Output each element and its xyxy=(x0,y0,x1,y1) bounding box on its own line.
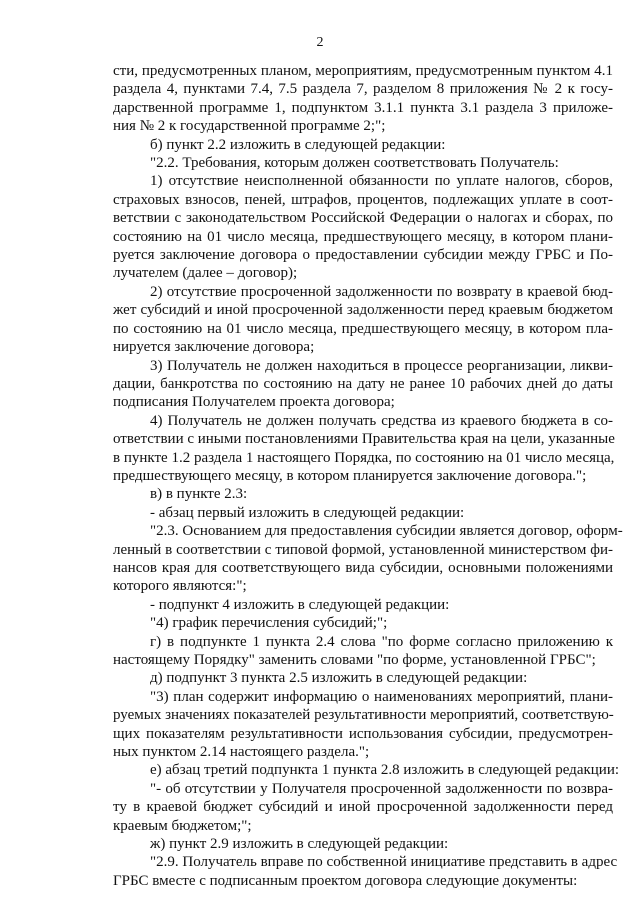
text-line: дации, банкротства по состоянию на дату не ранее 10 рабочих дней до даты xyxy=(113,375,613,392)
text-line: щих показателям результативности использования субсидии, предусмотрен- xyxy=(113,725,613,742)
text-line: 4) Получатель не должен получать средства из краевого бюджета в со- xyxy=(150,412,613,429)
text-line: ния № 2 к государственной программе 2;"; xyxy=(113,118,386,135)
text-line: д) подпункт 3 пункта 2.5 изложить в следующей редакции: xyxy=(150,670,528,687)
text-line: б) пункт 2.2 изложить в следующей редакции: xyxy=(150,136,446,153)
text-line: ту в краевой бюджет субсидий и иной просроченной задолженности перед xyxy=(113,799,613,816)
text-line: настоящему Порядку" заменить словами "по форме, установленной ГРБС"; xyxy=(113,652,596,668)
text-line: раздела 4, пунктами 7.4, 7.5 раздела 7, разделом 8 приложения № 2 к госу- xyxy=(113,81,613,98)
text-line: ответствии с иными постановлениями Правительства края на цели, указанные xyxy=(113,431,615,448)
text-line: которого являются:"; xyxy=(113,578,247,595)
text-line: ветствии с законодательством Российской Федерации о налогах и сборах, по xyxy=(113,210,613,227)
text-line: ГРБС вместе с подписанным проектом договора следующие документы: xyxy=(113,872,578,889)
text-line: ленный в соответствии с типовой формой, установленной министерством фи- xyxy=(113,541,613,558)
text-line: состоянию на 01 число месяца, предшествующего месяцу, в котором плани- xyxy=(113,228,613,245)
text-line: - абзац первый изложить в следующей редакции: xyxy=(150,504,465,521)
text-line: руемых значениях показателей результативности мероприятий, соответствую- xyxy=(113,707,614,724)
text-line: "2.2. Требования, которым должен соответствовать Получатель: xyxy=(150,155,559,172)
text-line: ных пунктом 2.14 настоящего раздела."; xyxy=(113,744,370,761)
text-line: е) абзац третий подпункта 1 пункта 2.8 изложить в следующей редакции: xyxy=(150,762,620,779)
text-line: подписания Получателем проекта договора; xyxy=(113,394,395,411)
text-line: "4) график перечисления субсидий;"; xyxy=(150,615,388,632)
text-line: сти, предусмотренных планом, мероприятиям, предусмотренным пунктом 4.1 xyxy=(113,63,613,79)
text-line: г) в подпункте 1 пункта 2.4 слова "по форме согласно приложению к xyxy=(150,633,613,650)
text-line: дарственной программе 1, подпунктом 3.1.1 пункта 3.1 раздела 3 приложе- xyxy=(113,99,613,116)
text-line: по состоянию на 01 число месяца, предшествующего месяцу, в котором пла- xyxy=(113,320,613,337)
text-line: жет субсидий и иной просроченной задолженности перед краевым бюджетом xyxy=(113,302,613,319)
text-line: "2.9. Получатель вправе по собственной инициативе представить в адрес xyxy=(150,854,618,871)
page-number: 2 xyxy=(316,35,324,50)
text-line: нируется заключение договора; xyxy=(113,339,315,356)
document-body xyxy=(113,62,623,890)
text-line: 2) отсутствие просроченной задолженности по возврату в краевой бюд- xyxy=(150,283,613,300)
text-line: 1) отсутствие неисполненной обязанности по уплате налогов, сборов, xyxy=(150,173,613,190)
text-line: в пункте 1.2 раздела 1 настоящего Порядка, по состоянию на 01 число месяца, xyxy=(113,449,615,466)
text-line: руется заключение договора о предоставлении субсидии между ГРБС и По- xyxy=(113,247,613,264)
text-line: 3) Получатель не должен находиться в процессе реорганизации, ликви- xyxy=(150,357,613,374)
text-line: нансов края для соответствующего вида субсидии, основными положениями xyxy=(113,559,613,576)
text-line: страховых взносов, пеней, штрафов, процентов, подлежащих уплате в соот- xyxy=(113,191,613,208)
text-line: ж) пункт 2.9 изложить в следующей редакции: xyxy=(150,836,449,853)
text-line: краевым бюджетом;"; xyxy=(113,817,252,834)
text-line: "3) план содержит информацию о наименованиях мероприятий, плани- xyxy=(150,688,613,705)
text-line: - подпункт 4 изложить в следующей редакции: xyxy=(150,596,450,613)
text-line: "2.3. Основанием для предоставления субсидии является договор, оформ- xyxy=(150,523,623,540)
text-line: лучателем (далее – договор); xyxy=(113,265,298,282)
text-line: "- об отсутствии у Получателя просроченной задолженности по возвра- xyxy=(150,780,613,797)
text-line: в) в пункте 2.3: xyxy=(150,486,248,503)
text-line: предшествующего месяцу, в котором планируется заключение договора."; xyxy=(113,467,587,484)
